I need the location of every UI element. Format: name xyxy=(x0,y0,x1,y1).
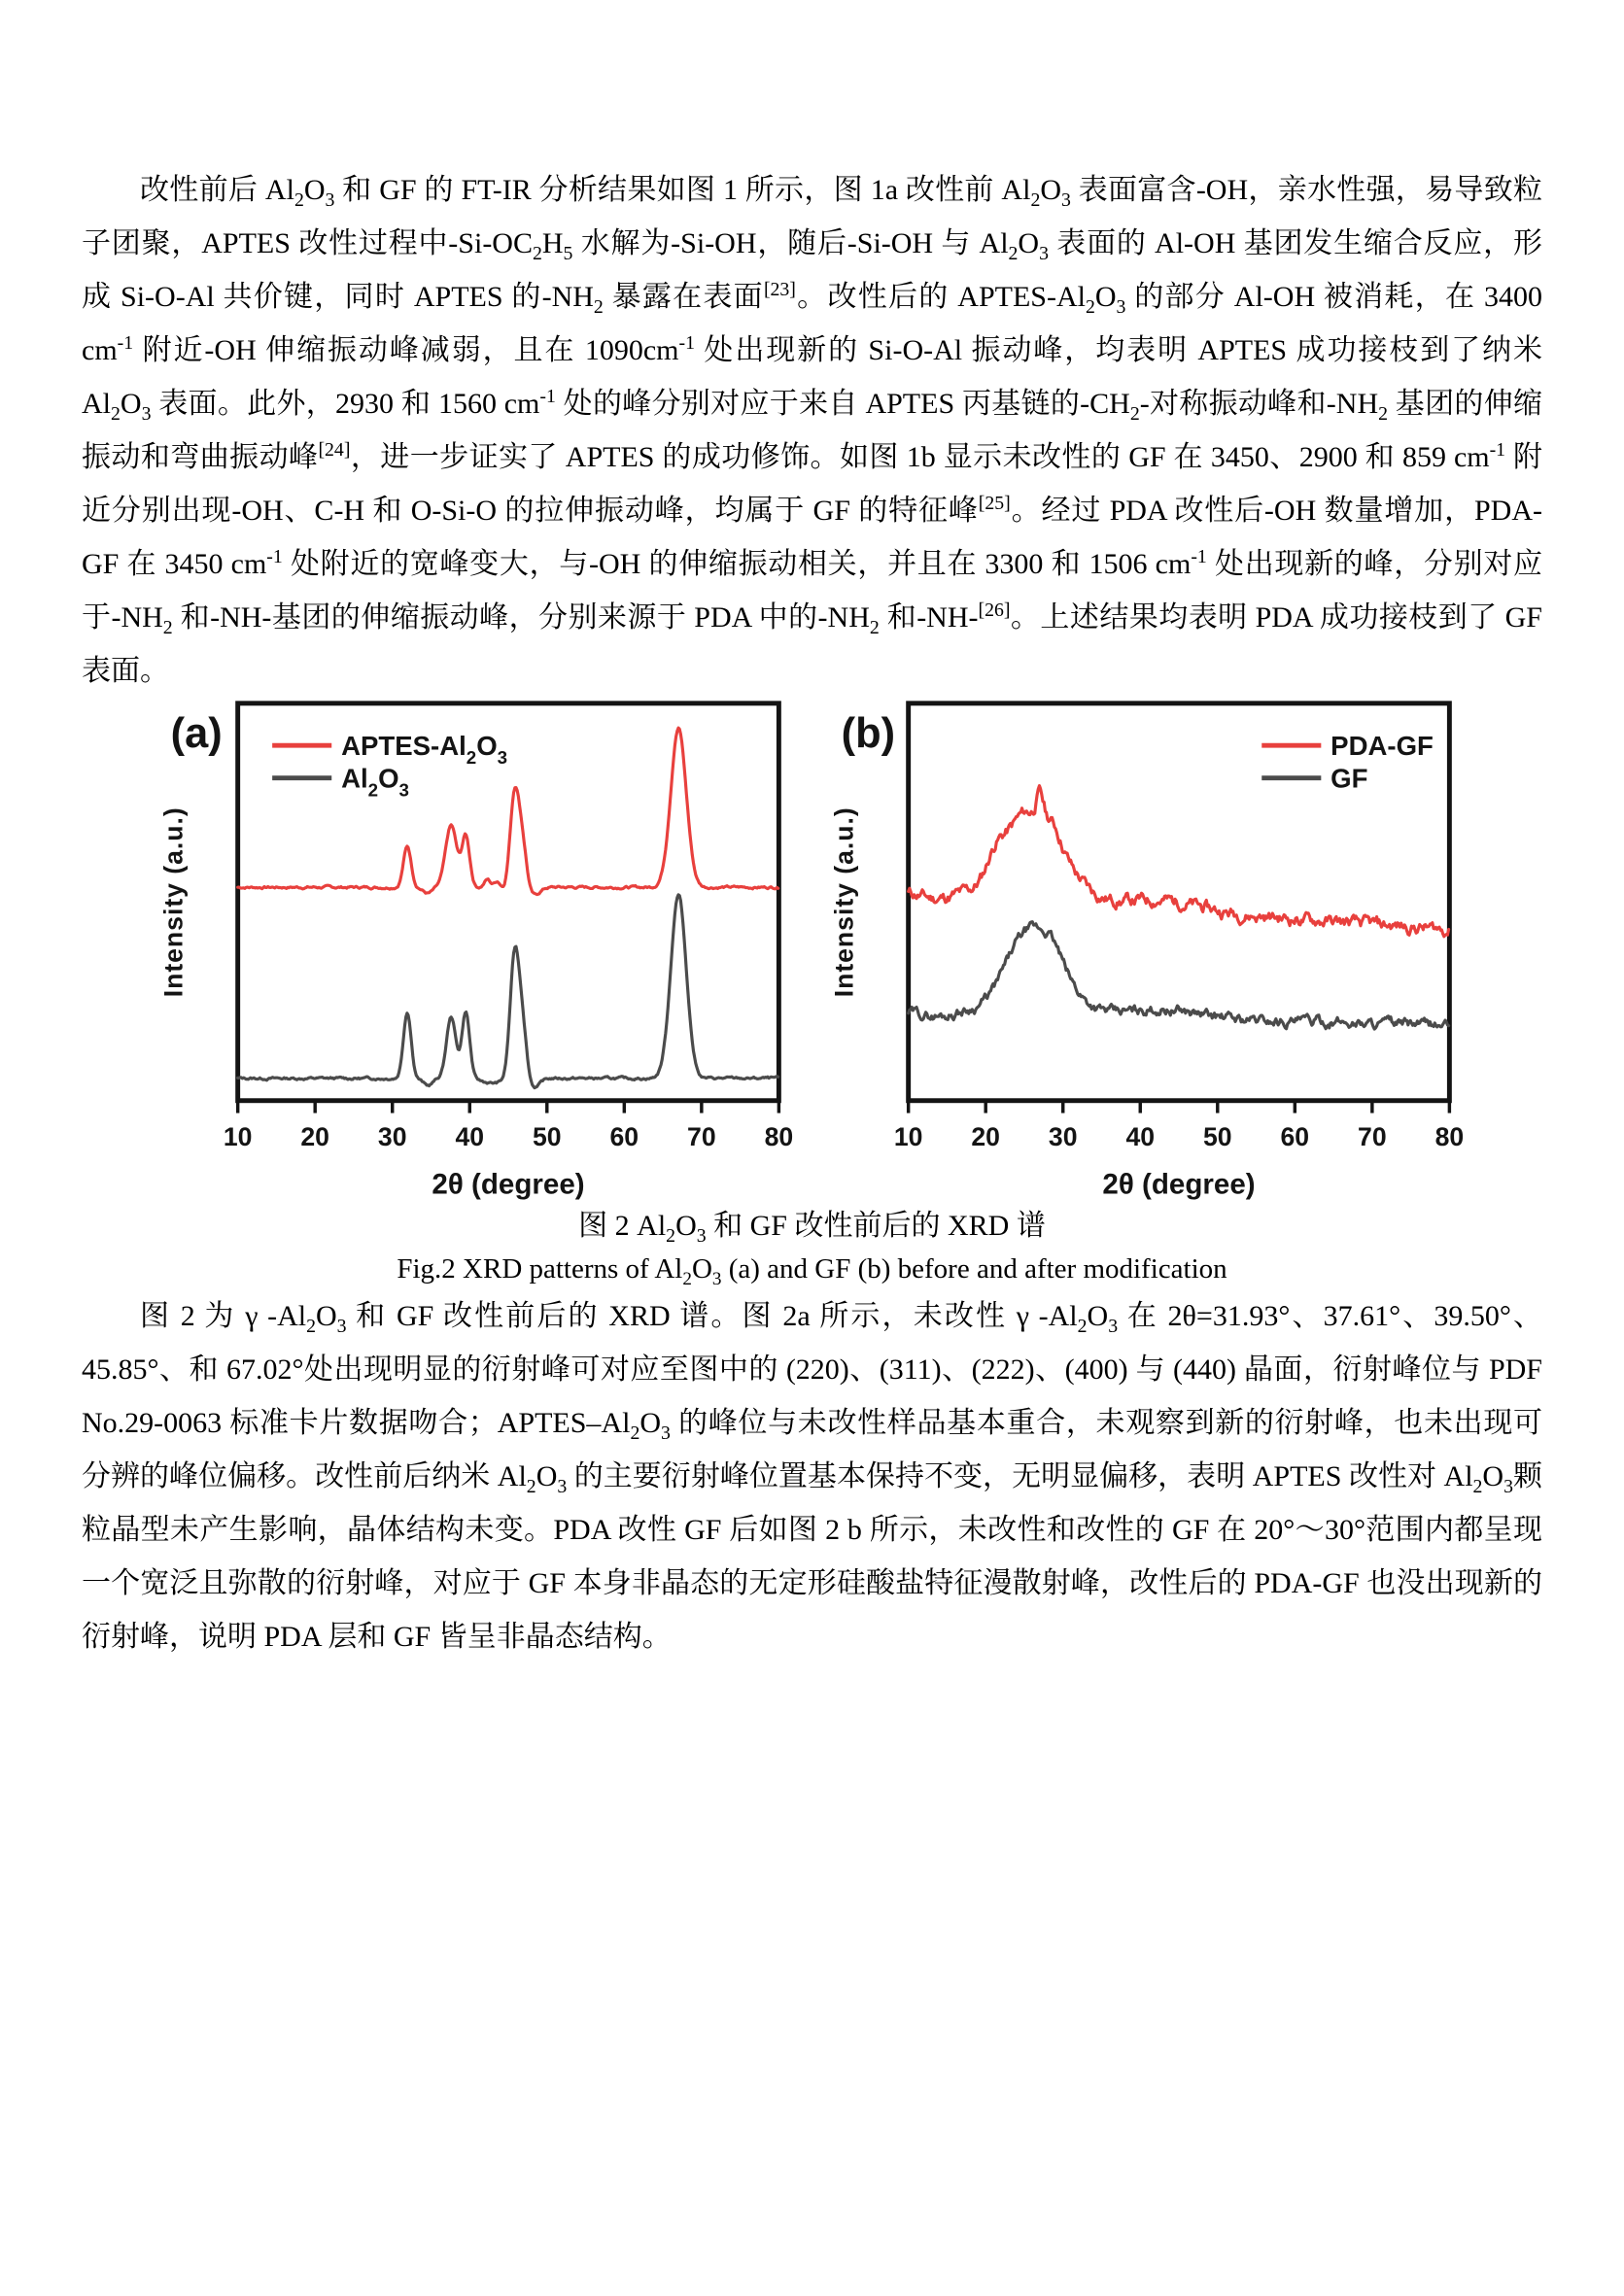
figure-caption-en: Fig.2 XRD patterns of $Al_2O_3$ (a) and GF (b) before and after modification xyxy=(397,1253,1227,1289)
series-curve-PDA-GF xyxy=(908,786,1448,937)
x-tick-label: 20 xyxy=(970,1122,1000,1152)
figure-caption-zh: 图 2 $Al_2O_3$ 和 GF 改性前后的 XRD 谱 xyxy=(578,1210,1046,1247)
x-tick-label: 10 xyxy=(223,1122,252,1152)
x-axis-title: 2θ (degree) xyxy=(431,1168,585,1201)
series-curve-Al2O3 xyxy=(237,895,777,1088)
paragraph-xrd-discussion: 图 2 为 γ $-Al_2O_3$ 和 GF 改性前后的 XRD 谱。图 2a 所示，未改性 γ $-Al_2O_3$ 在 2θ=31.93°、37.61°、39.50°、45.85°、和 67.02°处出现明显的衍射峰可对应至图中的 (220)、(311)、(222)、(400) 与 (440) 晶面，衍射峰位与 PDF No.29-0063 标准卡片数据吻合；APTES–$Al_2O_3$ 的峰位与未改性样品基本重合，未观察到新的衍射峰，也未出现可分辨的峰位偏移。改性前后纳米 $Al_2O_3$ 的主要衍射峰位置基本保持不变，无明显偏移，表明 APTES 改性对 $Al_2O_3$颗粒晶型未产生影响，晶体结构未变。PDA 改性 GF 后如图 2 b 所示，未改性和改性的 GF 在 20°～30°范围内都呈现一个宽泛且弥散的衍射峰，对应于 GF 本身非晶态的无定形硅酸盐特征漫散射峰，改性后的 PDA-GF 也没出现新的衍射峰，说明 PDA 层和 GF 皆呈非晶态结构。 xyxy=(82,1300,1543,1653)
y-axis-title: Intensity (a.u.) xyxy=(158,806,189,998)
x-tick-label: 50 xyxy=(1202,1122,1232,1152)
x-tick-label: 40 xyxy=(454,1122,484,1152)
x-axis-title: 2θ (degree) xyxy=(1101,1168,1256,1201)
xrd-chart-panel-a xyxy=(142,692,812,1214)
legend-label-Al2O3: $Al_2O_3$ xyxy=(340,763,409,801)
x-tick-label: 20 xyxy=(299,1122,329,1152)
y-axis-title: Intensity (a.u.) xyxy=(829,806,859,998)
plot-border xyxy=(908,703,1449,1101)
x-tick-label: 30 xyxy=(1048,1122,1078,1152)
x-tick-label: 70 xyxy=(686,1122,716,1152)
panel-label: (b) xyxy=(841,710,895,758)
x-tick-label: 80 xyxy=(764,1122,793,1152)
xrd-chart-panel-b xyxy=(812,692,1483,1214)
x-tick-label: 30 xyxy=(377,1122,407,1152)
x-tick-label: 60 xyxy=(1280,1122,1309,1152)
x-tick-label: 10 xyxy=(893,1122,922,1152)
legend-label-APTES-Al2O3: APTES-$Al_2O_3$ xyxy=(340,731,507,768)
x-tick-label: 50 xyxy=(532,1122,562,1152)
legend-label-PDA-GF: PDA-GF xyxy=(1330,731,1434,762)
legend-label-GF: GF xyxy=(1330,763,1368,794)
x-tick-label: 40 xyxy=(1124,1122,1155,1152)
series-curve-APTES-Al2O3 xyxy=(237,728,777,894)
figure-2-panels xyxy=(82,692,1542,1214)
series-curve-GF xyxy=(908,922,1448,1029)
paragraph-ftir-discussion: 改性前后 $Al_2O_3$ 和 GF 的 FT-IR 分析结果如图 1 所示，图 1a 改性前 $Al_2O_3$ 表面富含-OH，亲水性强，易导致粒子团聚，APTES 改性过程中$-Si-OC_2H_5$ 水解为-Si-OH，随后-Si-OH 与 $Al_2O_3$ 表面的 Al-OH 基团发生缩合反应，形成 Si-O-Al 共价键，同时 APTES 的$-NH_2$ 暴露在表面[23]。改性后的 APTES-$Al_2O_3$ 的部分 Al-OH 被消耗，在 3400 $cm^{-1}$ 附近-OH 伸缩振动峰减弱，且在 $1090cm^{-1}$ 处出现新的 Si-O-Al 振动峰，均表明 APTES 成功接枝到了纳米 $Al_2O_3$ 表面。此外，2930 和 1560 $cm^{-1}$ 处的峰分别对应于来自 APTES 丙基链的$-CH_2-$对称振动峰和$-NH_2$ 基团的伸缩振动和弯曲振动峰[24]，进一步证实了 APTES 的成功修饰。如图 1b 显示未改性的 GF 在 3450、2900 和 859 $cm^{-1}$ 附近分别出现-OH、C-H 和 O-Si-O 的拉伸振动峰，均属于 GF 的特征峰[25]。经过 PDA 改性后-OH 数量增加，PDA-GF 在 3450 $cm^{-1}$ 处附近的宽峰变大，与-OH 的伸缩振动相关，并且在 3300 和 1506 $cm^{-1}$ 处出现新的峰，分别对应于$-NH_2$ 和-NH-基团的伸缩振动峰，分别来源于 PDA 中的$-NH_2$ 和-NH-[26]。上述结果均表明 PDA 成功接枝到了 GF 表面。 xyxy=(82,174,1543,687)
x-tick-label: 60 xyxy=(609,1122,639,1152)
panel-label: (a) xyxy=(170,710,223,758)
x-tick-label: 80 xyxy=(1434,1122,1464,1152)
figure-2-captions xyxy=(82,1204,1542,1289)
x-tick-label: 70 xyxy=(1357,1122,1387,1152)
figure-2 xyxy=(82,692,1542,1289)
